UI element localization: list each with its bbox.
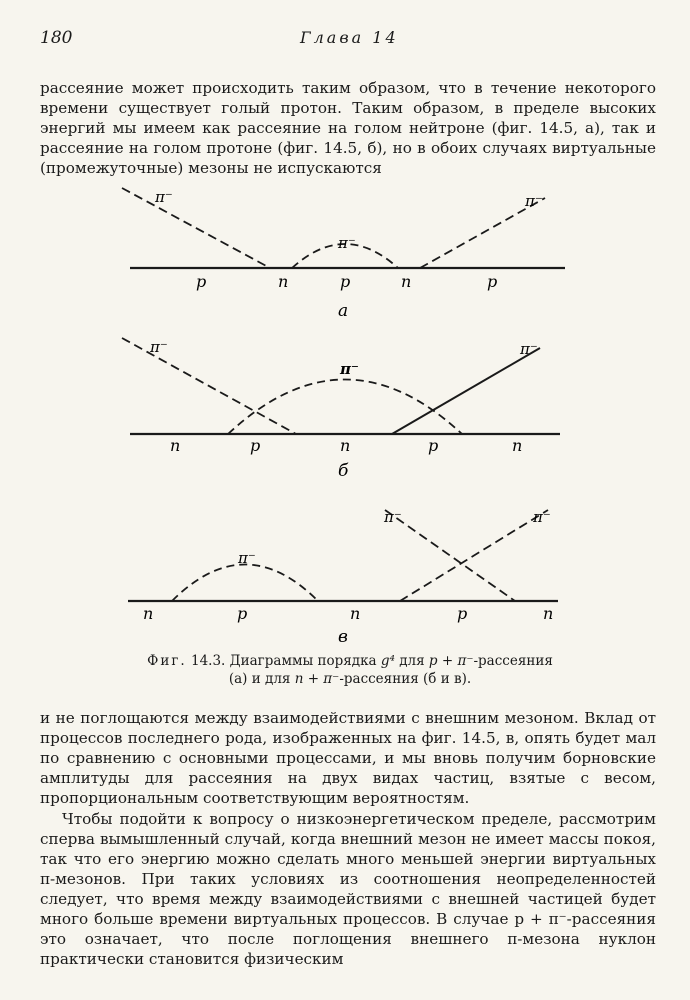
running-head: Глава 14 bbox=[300, 28, 399, 47]
pion-label: π⁻ bbox=[533, 508, 551, 526]
line-label: p bbox=[428, 436, 439, 455]
virtual-meson-arc bbox=[228, 380, 462, 435]
line-label: n bbox=[170, 436, 181, 455]
caption-number: 14.3. bbox=[191, 653, 226, 669]
outgoing-meson-line bbox=[392, 348, 540, 434]
pion-label: π⁻ bbox=[520, 340, 538, 358]
pion-label: π⁻ bbox=[340, 360, 359, 378]
caption-text: (а) и для bbox=[228, 671, 291, 687]
caption-order: g⁴ bbox=[380, 653, 395, 669]
pion-label: π⁻ bbox=[525, 192, 543, 210]
diagram-c bbox=[0, 500, 690, 650]
paragraph-3: Чтобы подойти к вопросу о низкоэнергетическом пределе, рассмотрим сперва вымышленный случай, когда внешний мезон не имеет массы покоя, так что его энергию можно сделать много меньшей энергии виртуальных π-мезонов. При таких условиях из соотношения неопределенностей следует, что время между взаимодействиями с внешней частицей будет много больше времени виртуальных процессов. В случае p + π⁻-рассеяния это означает, что после поглощения внешнего π-мезона нуклон практически становится физическим bbox=[40, 810, 656, 968]
diagram-letter: б bbox=[338, 461, 349, 480]
line-label: n bbox=[278, 272, 289, 291]
line-label: n bbox=[340, 436, 351, 455]
outgoing-meson-line bbox=[400, 510, 548, 601]
caption-text: Диаграммы порядка bbox=[229, 653, 377, 669]
line-label: p bbox=[250, 436, 261, 455]
caption-text: (б и в). bbox=[423, 671, 472, 687]
virtual-meson-arc bbox=[172, 565, 318, 602]
diagram-b bbox=[0, 330, 690, 480]
caption-text: -рассеяния bbox=[339, 671, 419, 687]
caption-process: n + π⁻ bbox=[294, 671, 340, 687]
figure-caption bbox=[90, 652, 610, 688]
line-label: n bbox=[350, 604, 361, 623]
incoming-meson-line bbox=[122, 338, 296, 434]
pion-label: π⁻ bbox=[384, 508, 402, 526]
page-header bbox=[40, 28, 650, 52]
pion-label: π⁻ bbox=[150, 338, 168, 356]
incoming-meson-line bbox=[122, 188, 270, 268]
caption-text: -рассеяния bbox=[473, 653, 553, 669]
diagram-letter: в bbox=[338, 627, 348, 647]
line-label: p bbox=[487, 272, 498, 291]
line-label: p bbox=[196, 272, 207, 291]
caption-line-1 bbox=[90, 652, 610, 670]
line-label: n bbox=[401, 272, 412, 291]
line-label: n bbox=[143, 604, 154, 623]
line-label: p bbox=[237, 604, 248, 623]
pion-label: π⁻ bbox=[238, 549, 256, 567]
line-label: n bbox=[543, 604, 554, 623]
caption-line-2 bbox=[90, 670, 610, 688]
pion-label: π⁻ bbox=[338, 234, 356, 252]
paragraph-1: рассеяние может происходить таким образом, что в течение некоторого времени существует голый протон. Таким образом, в пределе высоких энергий мы имеем как рассеяние на голом нейтроне (фиг. 14.5, а), так и рассеяние на голом протоне (фиг. 14.5, б), но в обоих случаях виртуальные (промежуточные) мезоны не испускаются bbox=[40, 79, 656, 177]
caption-label: Фиг. bbox=[147, 653, 187, 669]
paragraph-2: и не поглощаются между взаимодействиями с внешним мезоном. Вклад от процессов последнего рода, изображенных на фиг. 14.5, в, опять будет мал по сравнению с основными процессами, и мы вновь получим борновские амплитуды для рассеяния на двух видах частиц, взятые с весом, пропорциональным соответствующим вероятностям. bbox=[40, 709, 656, 807]
line-label: p bbox=[457, 604, 468, 623]
diagram-a bbox=[0, 180, 690, 325]
caption-text: для bbox=[399, 653, 425, 669]
line-label: n bbox=[512, 436, 523, 455]
caption-process: p + π⁻ bbox=[428, 653, 474, 669]
incoming-meson-line bbox=[385, 510, 515, 601]
page-number: 180 bbox=[40, 28, 73, 48]
line-label: p bbox=[340, 272, 351, 291]
diagram-letter: а bbox=[338, 301, 349, 321]
pion-label: π⁻ bbox=[155, 188, 173, 206]
